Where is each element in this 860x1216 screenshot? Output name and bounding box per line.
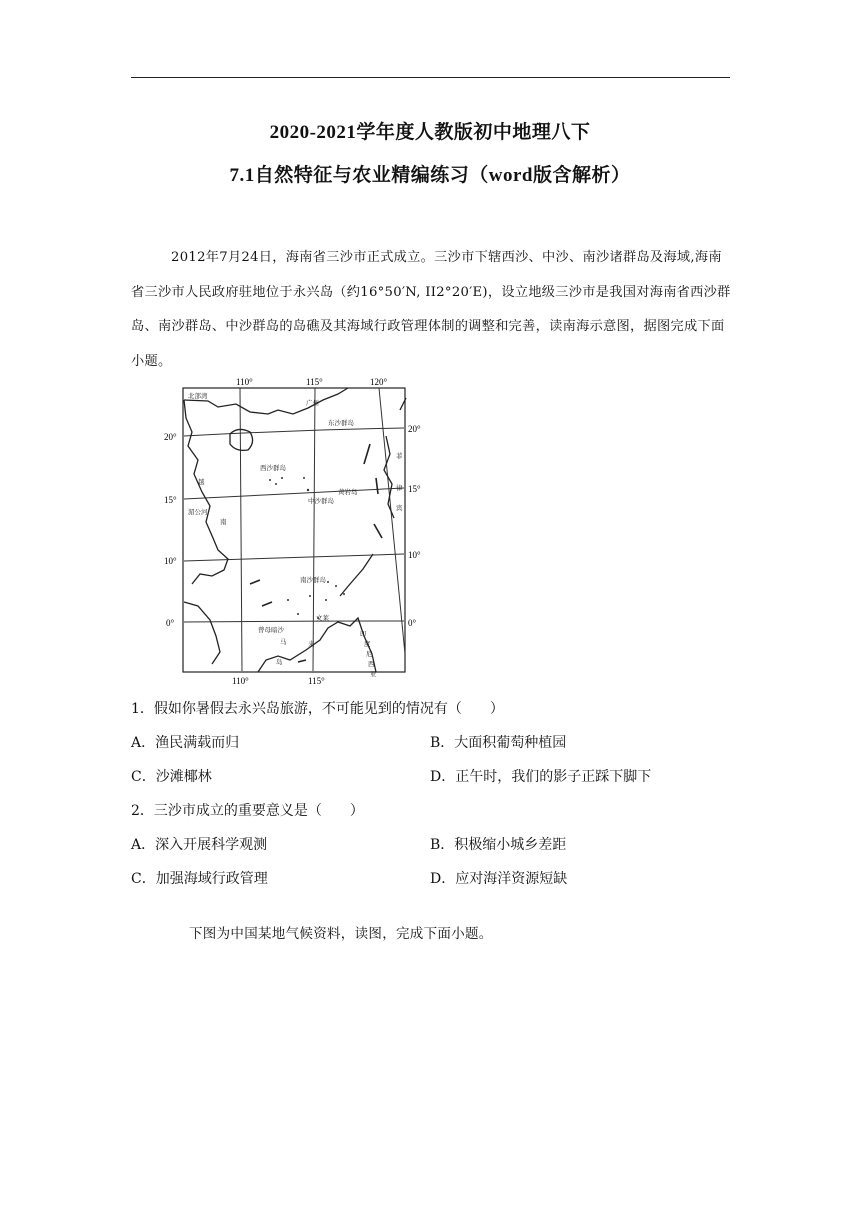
map-lon-bottom-115: 115° [308, 676, 325, 686]
question-1-stem: 1．假如你暑假去永兴岛旅游，不可能见到的情况有（ ） [131, 701, 504, 717]
label-dao: 岛 [276, 659, 283, 666]
label-zengmu: 曾母暗沙 [258, 627, 284, 634]
map-lon-top-120: 120° [370, 377, 388, 387]
label-yue: 越 [198, 479, 205, 486]
label-ma: 马 [280, 639, 287, 646]
label-bin: 宾 [396, 505, 403, 512]
passage-paragraph [131, 241, 731, 379]
map-lon-top-110: 110° [236, 377, 253, 387]
label-meigong: 湄公河 [188, 509, 208, 516]
map-lon-top-115: 115° [306, 377, 323, 387]
map-lat-left-0: 0° [166, 618, 175, 628]
label-ya: 亚 [370, 671, 377, 678]
label-nansha: 南沙群岛 [300, 577, 326, 584]
question-1-option-c: C．沙滩椰林 [131, 769, 212, 785]
label-dongsha: 东沙群岛 [328, 420, 354, 427]
question-2-option-a: A．深入开展科学观测 [131, 837, 268, 853]
document-title-line2: 7.1自然特征与农业精编练习（word版含解析） [229, 165, 631, 186]
question-2-option-b: B．积极缩小城乡差距 [430, 837, 567, 853]
label-yin: 印 [360, 631, 367, 638]
map-lat-left-15: 15° [164, 495, 177, 505]
label-nan: 南 [220, 519, 227, 526]
next-section-intro: 下图为中国某地气候资料，读图，完成下面小题。 [189, 926, 493, 942]
map-lat-left-20: 20° [164, 432, 177, 442]
question-1-option-b: B．大面积葡萄种植园 [430, 735, 567, 751]
label-ni: 尼 [366, 651, 373, 658]
passage-text: 2012年7月24日，海南省三沙市正式成立。三沙市下辖西沙、中沙、南沙诸群岛及海域,海南省三沙市人民政府驻地位于永兴岛（约16°50′N, II2°20′E)，设立地级三沙市是我国对海南省西沙群岛、南沙群岛、中沙群岛的岛礁及其海域行政管理体制的调整和完善，读南海示意图，据图完成下面小题。 [131, 250, 731, 369]
label-lai: 来 [308, 641, 315, 648]
map-lat-right-20: 20° [408, 424, 421, 434]
label-du: 度 [364, 641, 371, 648]
map-lat-left-10: 10° [164, 556, 177, 566]
label-lv: 律 [396, 485, 403, 492]
label-fei: 菲 [396, 453, 403, 460]
label-xisha: 西沙群岛 [260, 465, 286, 472]
map-lat-right-15: 15° [408, 484, 421, 494]
label-guangzhou: 广州 [306, 400, 319, 407]
question-1-option-a: A．渔民满载而归 [131, 735, 240, 751]
label-huangyan: 黄岩岛 [338, 489, 358, 496]
map-lat-right-0: 0° [408, 618, 417, 628]
question-1-option-d: D．正午时，我们的影子正踩下脚下 [430, 769, 652, 785]
document-title-line1: 2020-2021学年度人教版初中地理八下 [269, 122, 591, 143]
header-rule [131, 77, 730, 78]
label-wenlai: 文莱 [316, 615, 329, 622]
question-2-option-c: C．加强海域行政管理 [131, 871, 268, 887]
map-lon-bottom-110: 110° [232, 676, 249, 686]
question-2-stem: 2．三沙市成立的重要意义是（ ） [131, 803, 364, 819]
south-china-sea-map [158, 374, 428, 688]
map-lat-right-10: 10° [408, 550, 421, 560]
label-zhongsha: 中沙群岛 [308, 498, 334, 505]
label-beibuwan: 北部湾 [188, 393, 208, 400]
question-2-option-d: D．应对海洋资源短缺 [430, 871, 568, 887]
label-xi: 西 [368, 661, 375, 668]
